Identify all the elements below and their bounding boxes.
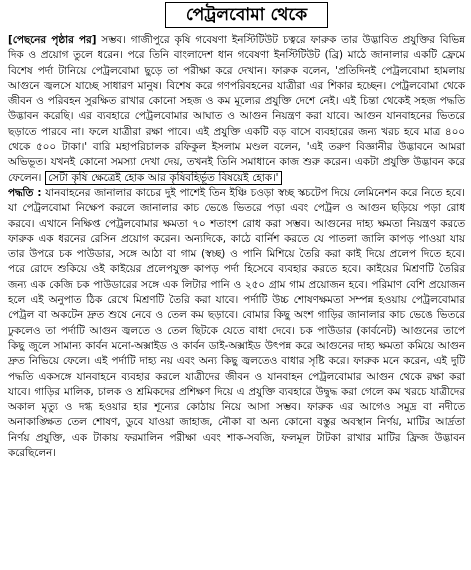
method-text: যানবাহনের জানালার কাচের দুই পাশেই তিন ইঞ্চি চওড়া স্বচ্ছ স্কচটেপ দিয়ে লেমিনেশন করে নিতে হবে। যা পেট্রলবোমা নিক্ষেপ করলে জানালার কাচ ভেঙে ভিতরে পড়া এবং পেট্রল ও আগুন ছড়িয়ে পড়া রোধ করবে। এখানে নিক্ষিপ্ত পেট্রলবোমার ক্ষমতা ৭০ শতাংশ রোধ করা সম্ভব। আগুনের দাহ্য ক্ষমতা নিয়ন্ত্রণ করতে ফারুক এক ধরনের রেসিন প্রয়োগ করেন। অন্যদিকে, কাঠে বার্নিশ করতে যে পাতলা জালি কাপড় পাওয়া যায় তার উপরে চক পাউডার, সঙ্গে আঠা বা গাম (স্বচ্ছ) ও পানি মিশিয়ে তৈরি করা কাই দিয়ে প্রলেপ দিতে হবে। পরে রোদে শুকিয়ে ওই কাইয়ের প্রলেপযুক্ত কাপড় পর্দা হিসেবে ব্যবহার করতে হবে। কাইয়ের মিশ্রণটি তৈরির জন্য এক কেজি চক পাউডারের সঙ্গে এক লিটার পানি ও ২৫০ গ্রাম গাম প্রয়োজন হবে। পরিমাণ বেশি প্রয়োজন হলে এই অনুপাত ঠিক রেখে মিশ্রণটি তৈরি করা যাবে। পর্দাটি উচ্চ শোষণক্ষমতা সম্পন্ন হওয়ায় পেট্রলবোমার পেট্রল বা অকটেন দ্রুত শুষে নেবে ও তেল কম ছড়াবে। বোমার কিছু অংশ গাড়ির জানালার কাচ ভেঙে ভিতরে ঢুকলেও তা পর্দাটি আগুন জ্বলতে ও তেল ছিটকে যেতে বাধা দেবে। চক পাউডার (কার্বনেট) আগুনের তাপে কিছু জুলে সামান্য কার্বন মনো-অক্সাইড ও কার্বন ডাই-অক্সাইড উৎপন্ন করে আগুনের দাহ্য ক্ষমতা কমিয়ে আগুন দ্রুত নিভিয়ে ফেলে। এই পর্দাটি দাহ্য নয় এবং অন্য কিছু জ্বলতেও বাধার সৃষ্টি করে। ফারুক মনে করেন, এই দুটি পদ্ধতি একসঙ্গে যানবাহনে ব্যবহার করলে যাত্রীদের জীবন ও যানবাহন পেট্রলবোমার আগুন থেকে রক্ষা করা যাবে। গাড়ির মালিক, চালক ও শ্রমিকদের প্রশিক্ষণ দিয়ে এ প্রযুক্তি ব্যবহারে উদ্বুদ্ধ করা গেলে কম খরচে যাত্রীদের অকাল মৃত্যু ও দগ্ধ হওয়ার হার শূন্যের কোঠায় নিয়ে আসা সম্ভব। ফারুক এর আগেও সমুদ্র বা নদীতে অনাকাঙ্ক্ষিত তেল শোষণ, ডুবে যাওয়া জাহাজ, নৌকা বা অন্য কোনো বস্তুর অবস্থান নির্ণয়, মাটির আর্দ্রতা নির্ণয় প্রযুক্তি, এক টাকায় ফরমালিন পরীক্ষা এবং শাক-সবজি, ফলমূল টাটকা রাখার মাটির ফ্রিজ উদ্ভাবন করেছিলেন। (8, 186, 465, 460)
article-body (8, 33, 465, 461)
continued-from-tag: [পেছনের পৃষ্ঠার পর] (8, 34, 97, 46)
intro-paragraph (8, 33, 465, 186)
method-label: পদ্ধতি : (8, 186, 42, 199)
boxed-quote-tail: সেটা কৃষি ক্ষেত্রেই হোক আর কৃষিবহির্ভূত বিষয়েই হোক।' (45, 171, 281, 185)
method-paragraph (8, 186, 465, 461)
intro-text: সম্ভব। গাজীপুরে কৃষি গবেষণা ইনস্টিটিউট চত্বরে ফারুক তার উদ্ভাবিত প্রযুক্তির বিভিন্ন দিক ও প্রয়োগ তুলে ধরেন। পরে তিনি বাংলাদেশ ধান গবেষণা ইনস্টিটিউট (ব্রি) মাঠে জানালার একটি ফ্রেমে বিশেষ পর্দা টানিয়ে পেট্রলবোমা ছুড়ে তা পরীক্ষা করে দেখান। ফারুক বলেন, 'প্রতিদিনই পেট্রলবোমা হামলায় আগুনে জ্বলসে যাচ্ছে সাধারণ মানুষ। বিশেষ করে গণপরিবহনের যাত্রীরা এর শিকার হচ্ছেন। পেট্রলবোমা থেকে জীবন ও পরিবহন সুরক্ষিত রাখার কোনো সহজ ও কম মূল্যের প্রযুক্তি দেশে নেই। এই চিন্তা থেকেই সহজ পদ্ধতি উদ্ভাবন করেছি। এর ব্যবহারে পেট্রলবোমার আঘাত ও আগুন নিয়ন্ত্রণ করা যাবে। আগুন যানবাহনের ভিতরে ছড়াতে পারবে না। ফলে যাত্রীরা রক্ষা পাবে। এই প্রযুক্তি একটি বড় বাসে ব্যবহারের জন্য খরচ হবে মাত্র ৪০০ থেকে ৫০০ টাকা।' বারি মহাপরিচালক রফিকুল ইসলাম মণ্ডল বলেন, 'এই তরুণ বিজ্ঞানীর উদ্ভাবনে আমরা অভিভূত। যখনই কোনো সমস্যা দেখা দেয়, তখনই তিনি সমাধানে কাজ শুরু করেন। একটা প্রযুক্তি উদ্ভাবন করে ফেলেন। (8, 34, 465, 184)
continuation-headline: পেট্রলবোমা থেকে (165, 2, 328, 28)
